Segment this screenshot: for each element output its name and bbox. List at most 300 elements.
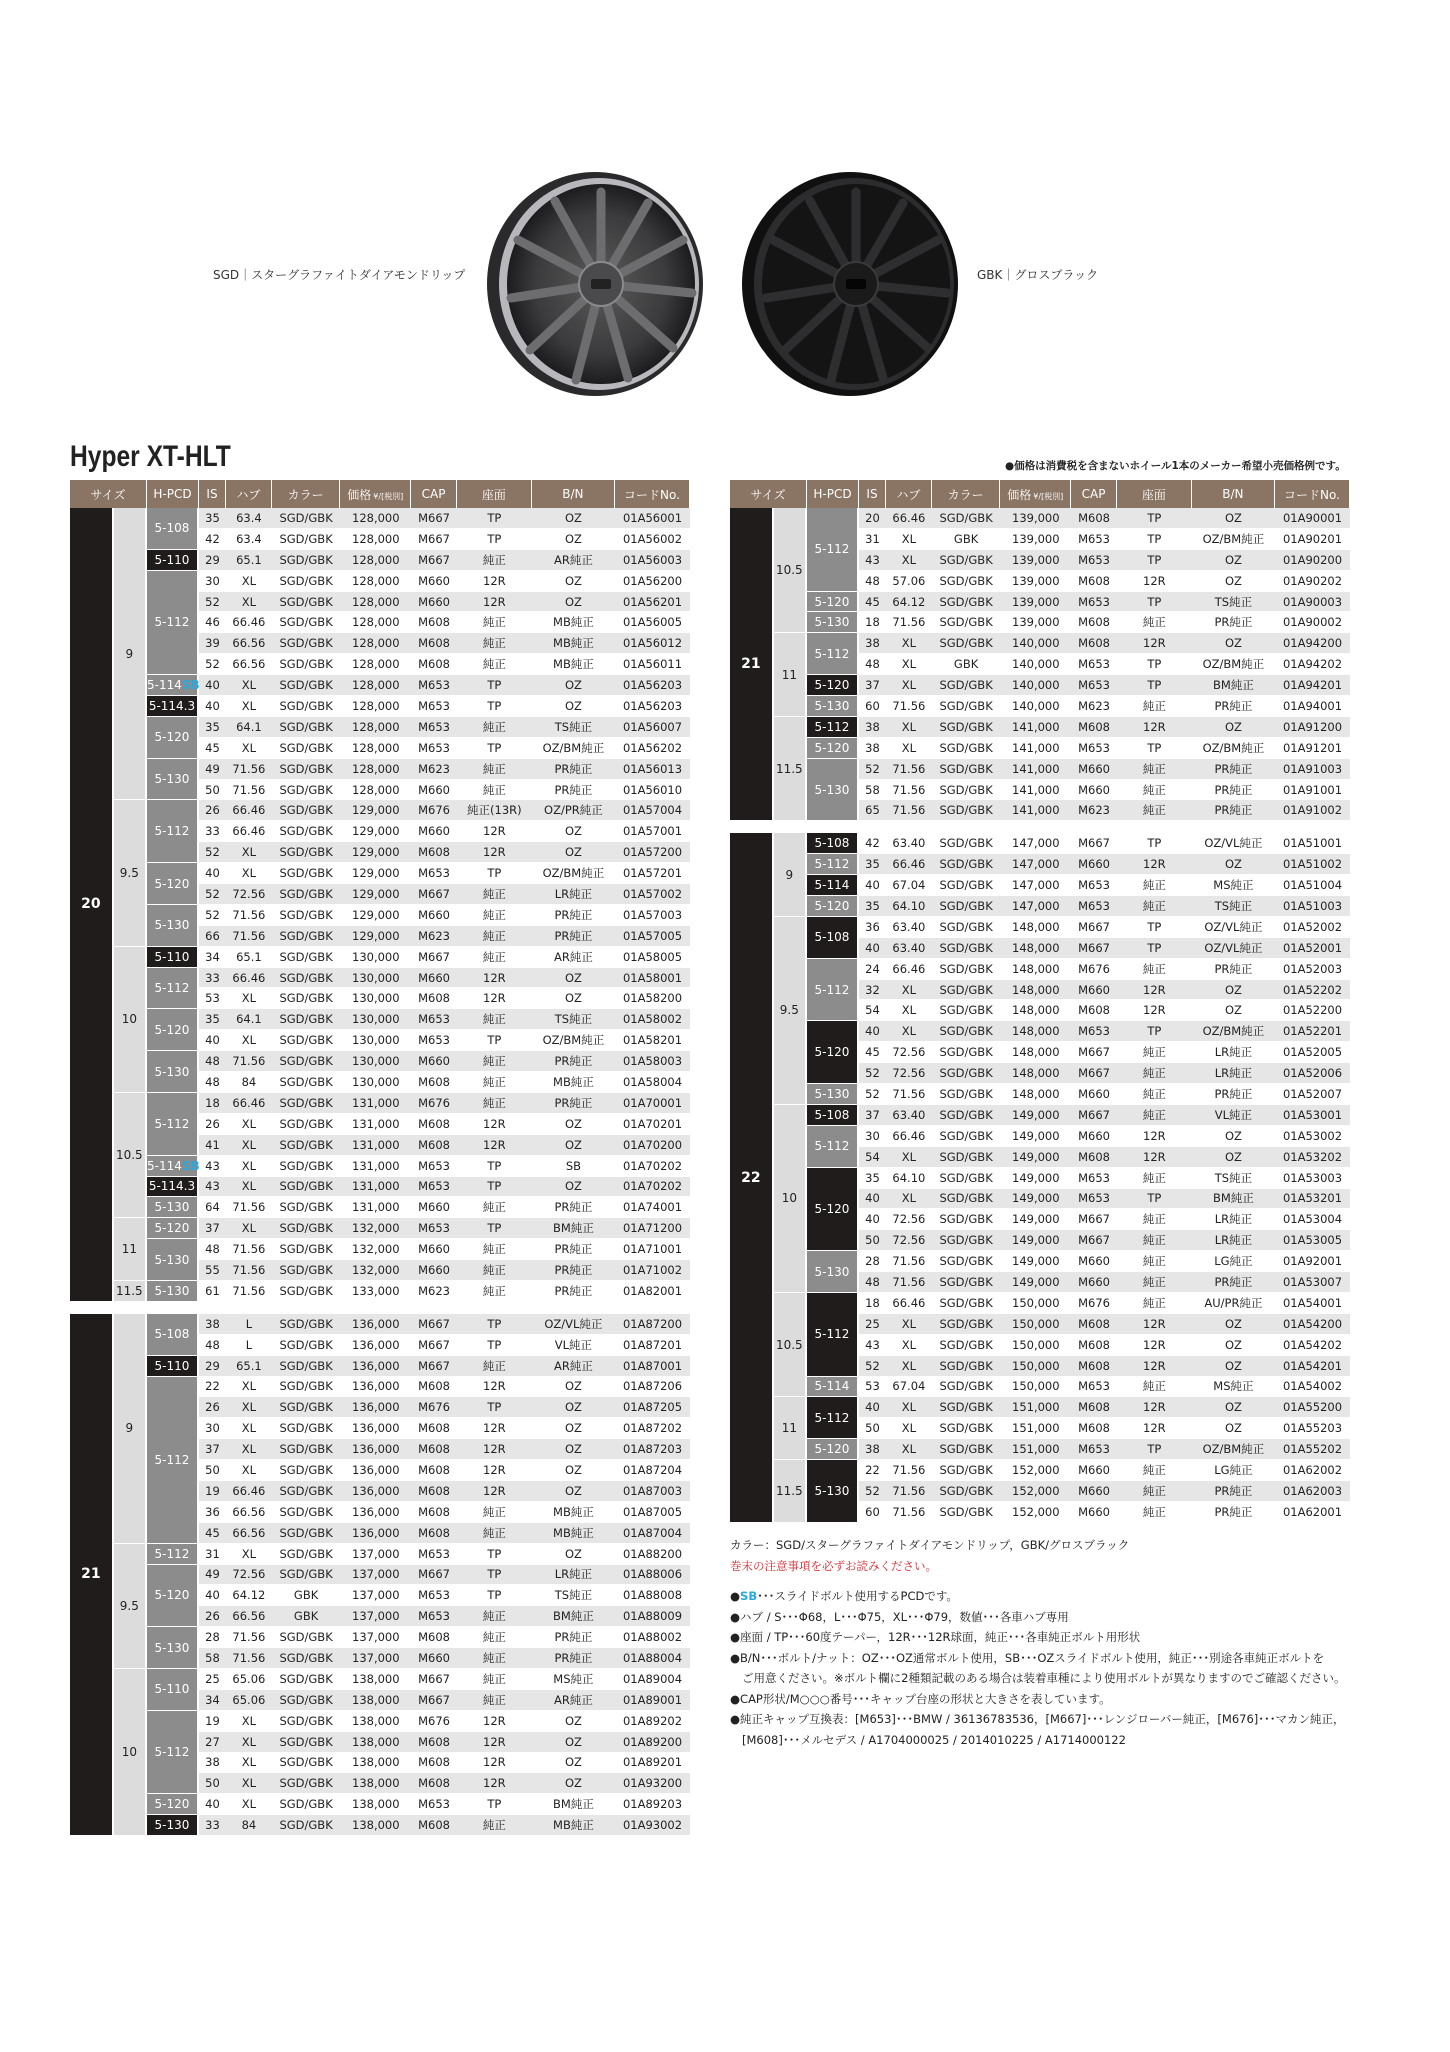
color-cell: SGD/GBK bbox=[932, 1042, 1001, 1063]
price-cell: 140,000 bbox=[1000, 696, 1071, 717]
price-cell: 138,000 bbox=[340, 1690, 411, 1711]
bn-cell: MB純正 bbox=[532, 612, 615, 633]
pcd-cell bbox=[807, 1105, 859, 1126]
bn-cell: OZ/BM純正 bbox=[1192, 738, 1275, 759]
hub-cell: XL bbox=[226, 1732, 272, 1753]
offset-cell: 35 bbox=[199, 1009, 226, 1030]
bn-cell: OZ bbox=[532, 1397, 615, 1418]
code-cell: 01A90200 bbox=[1275, 550, 1350, 571]
seat-cell: 純正 bbox=[1117, 1209, 1192, 1230]
seat-cell: TP bbox=[1117, 1439, 1192, 1460]
bn-cell: TS純正 bbox=[532, 1585, 615, 1606]
pcd-value: 5-112 bbox=[814, 1410, 850, 1425]
pcd-cell bbox=[147, 717, 199, 759]
price-cell: 141,000 bbox=[1000, 800, 1071, 821]
color-cell: SGD/GBK bbox=[932, 1230, 1001, 1251]
color-cell: SGD/GBK bbox=[272, 571, 341, 592]
code-cell: 01A94200 bbox=[1275, 633, 1350, 654]
col-code-header: コードNo. bbox=[615, 480, 690, 508]
offset-cell: 29 bbox=[199, 1356, 226, 1377]
bn-cell: OZ/BM純正 bbox=[1192, 654, 1275, 675]
pcd-cell bbox=[147, 863, 199, 905]
seat-cell: 12R bbox=[457, 592, 532, 613]
seat-cell: 純正 bbox=[1117, 1377, 1192, 1398]
seat-cell: 純正 bbox=[457, 1523, 532, 1544]
cap-cell: M608 bbox=[1071, 1356, 1117, 1377]
notes-hub: ●ハブ / S･･･Φ68，L･･･Φ75，XL･･･Φ79，数値･･･各車ハブ専用 bbox=[730, 1609, 1069, 1624]
color-cell: SGD/GBK bbox=[272, 696, 341, 717]
bn-cell: LR純正 bbox=[1192, 1230, 1275, 1251]
code-cell: 01A53001 bbox=[1275, 1105, 1350, 1126]
price-cell: 131,000 bbox=[340, 1135, 411, 1156]
color-cell: SGD/GBK bbox=[932, 959, 1001, 980]
code-cell: 01A52002 bbox=[1275, 917, 1350, 938]
color-cell: SGD/GBK bbox=[272, 1093, 341, 1114]
table-row bbox=[70, 1177, 690, 1198]
bn-cell: OZ bbox=[532, 529, 615, 550]
hub-cell: XL bbox=[226, 571, 272, 592]
hub-cell: 71.56 bbox=[226, 1627, 272, 1648]
hub-cell: L bbox=[226, 1314, 272, 1335]
pcd-value: 5-120 bbox=[814, 1045, 850, 1060]
offset-cell: 26 bbox=[199, 1606, 226, 1627]
table-row bbox=[730, 854, 1350, 875]
offset-cell: 34 bbox=[199, 947, 226, 968]
hub-cell: XL bbox=[226, 1773, 272, 1794]
color-cell: SGD/GBK bbox=[272, 1481, 341, 1502]
cap-cell: M653 bbox=[411, 1030, 457, 1051]
code-cell: 01A56201 bbox=[615, 592, 690, 613]
cap-cell: M608 bbox=[1071, 1397, 1117, 1418]
seat-cell: 純正 bbox=[457, 759, 532, 780]
color-cell: SGD/GBK bbox=[932, 1147, 1001, 1168]
cap-cell: M608 bbox=[1071, 717, 1117, 738]
col-cap-header: CAP bbox=[1071, 480, 1117, 508]
seat-cell: TP bbox=[457, 1397, 532, 1418]
price-cell: 149,000 bbox=[1000, 1105, 1071, 1126]
code-cell: 01A56013 bbox=[615, 759, 690, 780]
col-bn-header: B/N bbox=[1192, 480, 1275, 508]
sb-badge: SB bbox=[181, 1158, 200, 1173]
offset-cell: 40 bbox=[199, 1030, 226, 1051]
cap-cell: M608 bbox=[1071, 612, 1117, 633]
pcd-value: 5-114 bbox=[814, 1379, 850, 1394]
bn-cell: OZ bbox=[532, 1711, 615, 1732]
pcd-cell bbox=[147, 947, 199, 968]
pcd-cell bbox=[807, 1439, 859, 1460]
hub-cell: 65.1 bbox=[226, 550, 272, 571]
cap-cell: M608 bbox=[1071, 1418, 1117, 1439]
color-cell: SGD/GBK bbox=[272, 968, 341, 989]
color-cell: SGD/GBK bbox=[932, 938, 1001, 959]
bn-cell: OZ bbox=[1192, 1147, 1275, 1168]
offset-cell: 52 bbox=[859, 1063, 886, 1084]
price-unit: ¥/[税別] bbox=[1033, 491, 1064, 501]
bn-cell: OZ bbox=[1192, 1314, 1275, 1335]
price-cell: 149,000 bbox=[1000, 1251, 1071, 1272]
color-cell: SGD/GBK bbox=[272, 1732, 341, 1753]
code-cell: 01A51003 bbox=[1275, 896, 1350, 917]
price-cell: 129,000 bbox=[340, 905, 411, 926]
table-row bbox=[730, 875, 1350, 896]
offset-cell: 40 bbox=[199, 696, 226, 717]
table-row bbox=[70, 1544, 690, 1565]
size-cell: 21 bbox=[70, 1314, 114, 1836]
color-cell: SGD/GBK bbox=[932, 896, 1001, 917]
offset-cell: 45 bbox=[859, 1042, 886, 1063]
cap-cell: M608 bbox=[411, 1523, 457, 1544]
cap-cell: M653 bbox=[1071, 592, 1117, 613]
offset-cell: 40 bbox=[199, 675, 226, 696]
hub-cell: 66.46 bbox=[226, 1093, 272, 1114]
bn-cell: PR純正 bbox=[1192, 696, 1275, 717]
color-cell: SGD/GBK bbox=[272, 1218, 341, 1239]
hub-cell: 72.56 bbox=[886, 1063, 932, 1084]
cap-cell: M660 bbox=[1071, 780, 1117, 801]
price-cell: 140,000 bbox=[1000, 654, 1071, 675]
code-cell: 01A53005 bbox=[1275, 1230, 1350, 1251]
table-row bbox=[730, 633, 1350, 654]
offset-cell: 31 bbox=[199, 1544, 226, 1565]
is-cell: 9.5 bbox=[114, 800, 147, 946]
price-cell: 132,000 bbox=[340, 1260, 411, 1281]
pcd-value: 5-120 bbox=[154, 730, 190, 745]
cap-cell: M608 bbox=[411, 842, 457, 863]
color-cell: SGD/GBK bbox=[272, 1135, 341, 1156]
pcd-cell bbox=[147, 1669, 199, 1711]
seat-cell: 12R bbox=[457, 571, 532, 592]
cap-cell: M608 bbox=[411, 1439, 457, 1460]
price-cell: 149,000 bbox=[1000, 1272, 1071, 1293]
code-cell: 01A53002 bbox=[1275, 1126, 1350, 1147]
price-cell: 139,000 bbox=[1000, 550, 1071, 571]
cap-cell: M667 bbox=[411, 1565, 457, 1586]
price-cell: 130,000 bbox=[340, 988, 411, 1009]
bn-cell: LG純正 bbox=[1192, 1460, 1275, 1481]
is-cell: 11.5 bbox=[774, 1460, 807, 1523]
seat-cell: TP bbox=[1117, 675, 1192, 696]
code-cell: 01A92001 bbox=[1275, 1251, 1350, 1272]
seat-cell: 純正 bbox=[457, 1072, 532, 1093]
pcd-value: 5-120 bbox=[154, 1221, 190, 1236]
code-cell: 01A71002 bbox=[615, 1260, 690, 1281]
bn-cell: AR純正 bbox=[532, 550, 615, 571]
color-cell: SGD/GBK bbox=[272, 1114, 341, 1135]
cap-cell: M660 bbox=[411, 1260, 457, 1281]
code-cell: 01A56202 bbox=[615, 738, 690, 759]
color-cell: GBK bbox=[272, 1606, 341, 1627]
cap-cell: M667 bbox=[1071, 1042, 1117, 1063]
code-cell: 01A87203 bbox=[615, 1439, 690, 1460]
cap-cell: M660 bbox=[411, 1648, 457, 1669]
code-cell: 01A58201 bbox=[615, 1030, 690, 1051]
code-cell: 01A90202 bbox=[1275, 571, 1350, 592]
seat-cell: 純正 bbox=[457, 1239, 532, 1260]
col-hpcd-header: H-PCD bbox=[807, 480, 859, 508]
pcd-value: 5-112 bbox=[154, 824, 190, 839]
cap-cell: M608 bbox=[1071, 508, 1117, 529]
offset-cell: 19 bbox=[199, 1481, 226, 1502]
offset-cell: 35 bbox=[199, 508, 226, 529]
offset-cell: 43 bbox=[199, 1156, 226, 1177]
color-cell: SGD/GBK bbox=[932, 1126, 1001, 1147]
cap-cell: M667 bbox=[1071, 1209, 1117, 1230]
price-cell: 149,000 bbox=[1000, 1168, 1071, 1189]
pcd-value: 5-112 bbox=[814, 1139, 850, 1154]
bn-cell: OZ bbox=[1192, 1397, 1275, 1418]
seat-cell: TP bbox=[457, 1177, 532, 1198]
hub-cell: XL bbox=[226, 1030, 272, 1051]
color-cell: SGD/GBK bbox=[272, 675, 341, 696]
table-row bbox=[730, 1377, 1350, 1398]
offset-cell: 28 bbox=[859, 1251, 886, 1272]
offset-cell: 65 bbox=[859, 800, 886, 821]
bn-cell: PR純正 bbox=[532, 1281, 615, 1302]
pcd-value: 5-130 bbox=[814, 698, 850, 713]
pcd-value: 5-114.3 bbox=[148, 1179, 196, 1194]
seat-cell: 純正 bbox=[457, 947, 532, 968]
code-cell: 01A58200 bbox=[615, 988, 690, 1009]
color-cell: SGD/GBK bbox=[932, 1356, 1001, 1377]
notes-colors: カラー：SGD/スターグラファイトダイアモンドリップ，GBK/グロスブラック bbox=[730, 1538, 1130, 1552]
offset-cell: 52 bbox=[199, 592, 226, 613]
color-cell: SGD/GBK bbox=[272, 1711, 341, 1732]
bn-cell: LR純正 bbox=[1192, 1063, 1275, 1084]
seat-cell: TP bbox=[1117, 550, 1192, 571]
offset-cell: 35 bbox=[859, 896, 886, 917]
hub-cell: XL bbox=[226, 1753, 272, 1774]
offset-cell: 32 bbox=[859, 980, 886, 1001]
pcd-cell bbox=[147, 1093, 199, 1156]
price-cell: 150,000 bbox=[1000, 1356, 1071, 1377]
price-cell: 136,000 bbox=[340, 1439, 411, 1460]
price-cell: 150,000 bbox=[1000, 1335, 1071, 1356]
hub-cell: 66.46 bbox=[226, 968, 272, 989]
col-seat-header: 座面 bbox=[457, 480, 532, 508]
seat-cell: 12R bbox=[1117, 1000, 1192, 1021]
bn-cell: OZ bbox=[1192, 980, 1275, 1001]
table-row bbox=[730, 508, 1350, 529]
seat-cell: 純正 bbox=[1117, 1230, 1192, 1251]
offset-cell: 29 bbox=[199, 550, 226, 571]
price-cell: 133,000 bbox=[340, 1281, 411, 1302]
color-cell: SGD/GBK bbox=[932, 1293, 1001, 1314]
code-cell: 01A56001 bbox=[615, 508, 690, 529]
offset-cell: 48 bbox=[859, 571, 886, 592]
color-cell: SGD/GBK bbox=[272, 592, 341, 613]
cap-cell: M676 bbox=[1071, 1293, 1117, 1314]
hub-cell: 66.56 bbox=[226, 1606, 272, 1627]
pcd-cell bbox=[147, 800, 199, 863]
pcd-value: 5-120 bbox=[154, 1588, 190, 1603]
hub-cell: XL bbox=[886, 675, 932, 696]
spec-table-left bbox=[70, 480, 690, 1836]
seat-cell: 12R bbox=[1117, 980, 1192, 1001]
offset-cell: 53 bbox=[859, 1377, 886, 1398]
seat-cell: TP bbox=[457, 738, 532, 759]
code-cell: 01A89200 bbox=[615, 1732, 690, 1753]
cap-cell: M653 bbox=[411, 863, 457, 884]
bn-cell: OZ bbox=[532, 1135, 615, 1156]
code-cell: 01A58004 bbox=[615, 1072, 690, 1093]
offset-cell: 50 bbox=[199, 780, 226, 801]
hub-cell: XL bbox=[226, 1418, 272, 1439]
code-cell: 01A56005 bbox=[615, 612, 690, 633]
pcd-cell bbox=[807, 896, 859, 917]
pcd-value: 5-130 bbox=[154, 772, 190, 787]
pcd-value: 5-112 bbox=[814, 857, 850, 872]
price-cell: 137,000 bbox=[340, 1648, 411, 1669]
color-cell: SGD/GBK bbox=[932, 1063, 1001, 1084]
offset-cell: 37 bbox=[859, 675, 886, 696]
offset-cell: 61 bbox=[199, 1281, 226, 1302]
price-cell: 152,000 bbox=[1000, 1460, 1071, 1481]
pcd-value: 5-130 bbox=[814, 1264, 850, 1279]
price-cell: 136,000 bbox=[340, 1502, 411, 1523]
notes-sb-text: ･･･スライドボルト使用するPCDです。 bbox=[757, 1589, 958, 1603]
cap-cell: M653 bbox=[1071, 1189, 1117, 1210]
hub-cell: XL bbox=[226, 863, 272, 884]
table-row bbox=[70, 1711, 690, 1732]
color-cell: SGD/GBK bbox=[932, 738, 1001, 759]
cap-cell: M660 bbox=[411, 592, 457, 613]
color-cell: SGD/GBK bbox=[932, 717, 1001, 738]
seat-cell: TP bbox=[457, 696, 532, 717]
seat-cell: TP bbox=[1117, 654, 1192, 675]
seat-cell: 純正 bbox=[1117, 1084, 1192, 1105]
price-cell: 138,000 bbox=[340, 1669, 411, 1690]
pcd-cell bbox=[807, 759, 859, 822]
hub-cell: 65.06 bbox=[226, 1690, 272, 1711]
seat-cell: 12R bbox=[457, 1711, 532, 1732]
notes-sb-tag: SB bbox=[740, 1589, 758, 1603]
offset-cell: 66 bbox=[199, 926, 226, 947]
is-cell: 9.5 bbox=[774, 917, 807, 1105]
spec-table-right bbox=[730, 480, 1350, 1523]
code-cell: 01A90002 bbox=[1275, 612, 1350, 633]
hub-cell: XL bbox=[226, 1397, 272, 1418]
seat-cell: 純正 bbox=[1117, 896, 1192, 917]
color-cell: SGD/GBK bbox=[272, 1502, 341, 1523]
offset-cell: 35 bbox=[859, 1168, 886, 1189]
offset-cell: 58 bbox=[859, 780, 886, 801]
cap-cell: M608 bbox=[411, 1502, 457, 1523]
seat-cell: 純正 bbox=[457, 717, 532, 738]
offset-cell: 38 bbox=[199, 1314, 226, 1335]
price-cell: 129,000 bbox=[340, 842, 411, 863]
seat-cell: 純正 bbox=[457, 926, 532, 947]
price-cell: 131,000 bbox=[340, 1114, 411, 1135]
pcd-value: 5-120 bbox=[154, 1022, 190, 1037]
hub-cell: 71.56 bbox=[886, 1481, 932, 1502]
bn-cell: BM純正 bbox=[1192, 675, 1275, 696]
hub-cell: XL bbox=[226, 696, 272, 717]
cap-cell: M653 bbox=[411, 1218, 457, 1239]
hub-cell: 66.56 bbox=[226, 1523, 272, 1544]
offset-cell: 40 bbox=[859, 938, 886, 959]
seat-cell: TP bbox=[1117, 592, 1192, 613]
price-cell: 139,000 bbox=[1000, 508, 1071, 529]
table-row bbox=[70, 968, 690, 989]
cap-cell: M653 bbox=[1071, 529, 1117, 550]
offset-cell: 33 bbox=[199, 821, 226, 842]
price-cell: 128,000 bbox=[340, 529, 411, 550]
offset-cell: 36 bbox=[859, 917, 886, 938]
color-cell: SGD/GBK bbox=[932, 1418, 1001, 1439]
offset-cell: 40 bbox=[859, 1209, 886, 1230]
cap-cell: M608 bbox=[411, 1815, 457, 1836]
pcd-cell bbox=[807, 633, 859, 675]
color-cell: SGD/GBK bbox=[932, 800, 1001, 821]
code-cell: 01A71001 bbox=[615, 1239, 690, 1260]
price-cell: 130,000 bbox=[340, 1051, 411, 1072]
offset-cell: 19 bbox=[199, 1711, 226, 1732]
bn-cell: OZ bbox=[532, 592, 615, 613]
bn-cell: LR純正 bbox=[532, 884, 615, 905]
seat-cell: 12R bbox=[1117, 571, 1192, 592]
offset-cell: 34 bbox=[199, 1690, 226, 1711]
table-header-right bbox=[730, 480, 1350, 508]
bn-cell: SB bbox=[532, 1156, 615, 1177]
seat-cell: 純正 bbox=[457, 633, 532, 654]
bn-cell: PR純正 bbox=[1192, 780, 1275, 801]
price-cell: 147,000 bbox=[1000, 833, 1071, 854]
seat-cell: TP bbox=[1117, 938, 1192, 959]
seat-cell: 純正 bbox=[1117, 1105, 1192, 1126]
notes-cap-compat-2: [M608]･･･メルセデス / A1704000025 / 2014010225 / A1714000122 bbox=[742, 1732, 1126, 1747]
wheel-sgd-image bbox=[478, 168, 712, 400]
price-cell: 128,000 bbox=[340, 633, 411, 654]
seat-cell: 12R bbox=[457, 842, 532, 863]
table-row bbox=[70, 1794, 690, 1815]
color-cell: SGD/GBK bbox=[272, 1815, 341, 1836]
pcd-value: 5-108 bbox=[154, 521, 190, 536]
pcd-value: 5-112 bbox=[154, 1116, 190, 1131]
bn-cell: LR純正 bbox=[532, 1565, 615, 1586]
cap-cell: M653 bbox=[1071, 654, 1117, 675]
code-cell: 01A54001 bbox=[1275, 1293, 1350, 1314]
bn-cell: OZ/VL純正 bbox=[1192, 917, 1275, 938]
cap-cell: M608 bbox=[411, 1753, 457, 1774]
offset-cell: 52 bbox=[199, 884, 226, 905]
color-cell: SGD/GBK bbox=[272, 1377, 341, 1398]
code-cell: 01A87005 bbox=[615, 1502, 690, 1523]
code-cell: 01A91003 bbox=[1275, 759, 1350, 780]
hub-cell: XL bbox=[886, 1418, 932, 1439]
color-cell: SGD/GBK bbox=[272, 1669, 341, 1690]
seat-cell: 純正 bbox=[1117, 1251, 1192, 1272]
code-cell: 01A58002 bbox=[615, 1009, 690, 1030]
pcd-value: 5-112 bbox=[814, 982, 850, 997]
code-cell: 01A54002 bbox=[1275, 1377, 1350, 1398]
bn-cell: PR純正 bbox=[1192, 800, 1275, 821]
hub-cell: 63.40 bbox=[886, 938, 932, 959]
cap-cell: M667 bbox=[411, 508, 457, 529]
table-row bbox=[70, 1377, 690, 1398]
cap-cell: M667 bbox=[411, 1314, 457, 1335]
pcd-value: 5-120 bbox=[154, 876, 190, 891]
seat-cell: 12R bbox=[457, 1418, 532, 1439]
bn-cell: PR純正 bbox=[1192, 959, 1275, 980]
color-cell: SGD/GBK bbox=[272, 800, 341, 821]
code-cell: 01A70200 bbox=[615, 1135, 690, 1156]
color-cell: SGD/GBK bbox=[272, 1460, 341, 1481]
code-cell: 01A51001 bbox=[1275, 833, 1350, 854]
color-cell: SGD/GBK bbox=[272, 550, 341, 571]
notes-sb bbox=[730, 1586, 1380, 1607]
table-row bbox=[70, 1197, 690, 1218]
code-cell: 01A89202 bbox=[615, 1711, 690, 1732]
